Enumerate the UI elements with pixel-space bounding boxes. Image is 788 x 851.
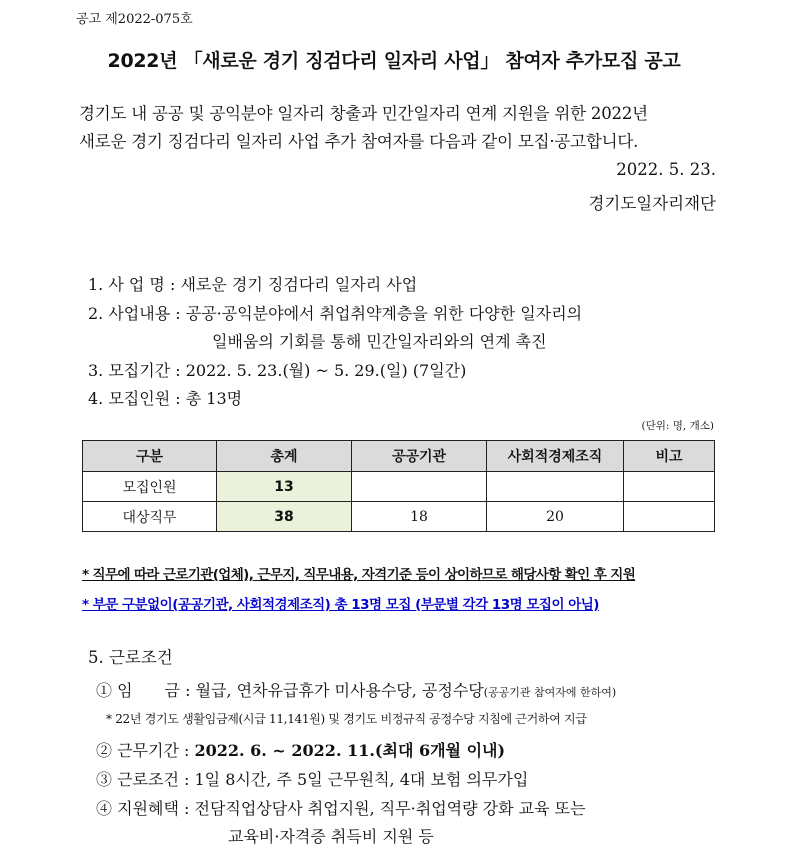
sub-label: ③ 근로조건 : — [96, 770, 190, 789]
sub-value-small: (공공기관 참여자에 한하여) — [483, 686, 617, 699]
sub-value: 1일 8시간, 주 5일 근무원칙, 4대 보험 의무가입 — [194, 770, 529, 789]
table-header-row — [83, 441, 715, 472]
table-cell: 20 — [487, 502, 624, 532]
table-cell — [624, 502, 715, 532]
recruit-table — [82, 440, 715, 532]
item-recruit-period — [88, 358, 466, 381]
work-benefits — [96, 796, 586, 819]
notice-date: 2022. 5. 23. — [616, 160, 716, 179]
organization-name: 경기도일자리재단 — [588, 194, 716, 213]
sub-value: 월급, 연차유급휴가 미사용수당, 공정수당 — [195, 681, 484, 700]
header-total: 총계 — [217, 441, 352, 472]
sub-label: ① 임 금 : — [96, 681, 191, 700]
work-conditions — [96, 767, 528, 790]
item-value: 2022. 5. 23.(월) ~ 5. 29.(일) (7일간) — [185, 361, 467, 380]
header-public: 공공기관 — [352, 441, 487, 472]
work-period — [96, 738, 505, 761]
item-label: 1. 사 업 명 : — [88, 275, 176, 294]
item-value: 공공·공익분야에서 취업취약계층을 위한 다양한 일자리의 — [185, 304, 583, 323]
work-wage — [96, 678, 616, 701]
note-recruit-total: * 부문 구분없이(공공기관, 사회적경제조직) 총 13명 모집 (부문별 각각 13명 모집이 아님) — [82, 597, 599, 613]
intro-line-1: 경기도 내 공공 및 공익분야 일자리 창출과 민간일자리 연계 지원을 위한 2022년 — [79, 104, 648, 123]
sub-label: ② 근무기간 : — [96, 741, 190, 760]
notice-number: 공고 제2022-075호 — [76, 12, 193, 27]
table-cell — [487, 472, 624, 502]
item-recruit-count — [88, 386, 242, 409]
sub-value: 전담직업상담사 취업지원, 직무·취업역량 강화 교육 또는 — [194, 799, 586, 818]
page-title: 2022년 「새로운 경기 징검다리 일자리 사업」 참여자 추가모집 공고 — [107, 50, 681, 72]
table-cell: 18 — [352, 502, 487, 532]
section-title-work-conditions: 5. 근로조건 — [88, 648, 173, 667]
unit-note: (단위: 명, 개소) — [641, 420, 714, 432]
table-cell: 모집인원 — [83, 472, 217, 502]
table-cell — [352, 472, 487, 502]
table-cell — [624, 472, 715, 502]
item-value: 새로운 경기 징검다리 일자리 사업 — [180, 275, 418, 294]
sub-value: 2022. 6. ~ 2022. 11.(최대 6개월 이내) — [194, 741, 506, 760]
item-label: 2. 사업내용 : — [88, 304, 181, 323]
table-cell-total: 38 — [217, 502, 352, 532]
header-remarks: 비고 — [624, 441, 715, 472]
note-job-conditions: * 직무에 따라 근로기관(업체), 근무지, 직무내용, 자격기준 등이 상이하므로 해당사항 확인 후 지원 — [82, 567, 636, 583]
work-benefits-cont: 교육비·자격증 취득비 지원 등 — [228, 827, 434, 846]
item-project-content — [88, 301, 582, 324]
header-category: 구분 — [83, 441, 217, 472]
wage-note: * 22년 경기도 생활임금제(시급 11,141원) 및 경기도 비정규직 공정수당 지침에 근거하여 지급 — [106, 712, 587, 726]
header-social: 사회적경제조직 — [487, 441, 624, 472]
item-project-content-cont: 일배움의 기회를 통해 민간일자리와의 연계 촉진 — [212, 332, 547, 351]
table-cell: 대상직무 — [83, 502, 217, 532]
item-value: 총 13명 — [185, 389, 243, 408]
table-row — [83, 502, 715, 532]
item-label: 3. 모집기간 : — [88, 361, 181, 380]
table-row — [83, 472, 715, 502]
table-cell-total: 13 — [217, 472, 352, 502]
item-label: 4. 모집인원 : — [88, 389, 181, 408]
sub-label: ④ 지원혜택 : — [96, 799, 190, 818]
item-project-name — [88, 272, 417, 295]
intro-line-2: 새로운 경기 징검다리 일자리 사업 추가 참여자를 다음과 같이 모집·공고합니다. — [79, 132, 639, 151]
